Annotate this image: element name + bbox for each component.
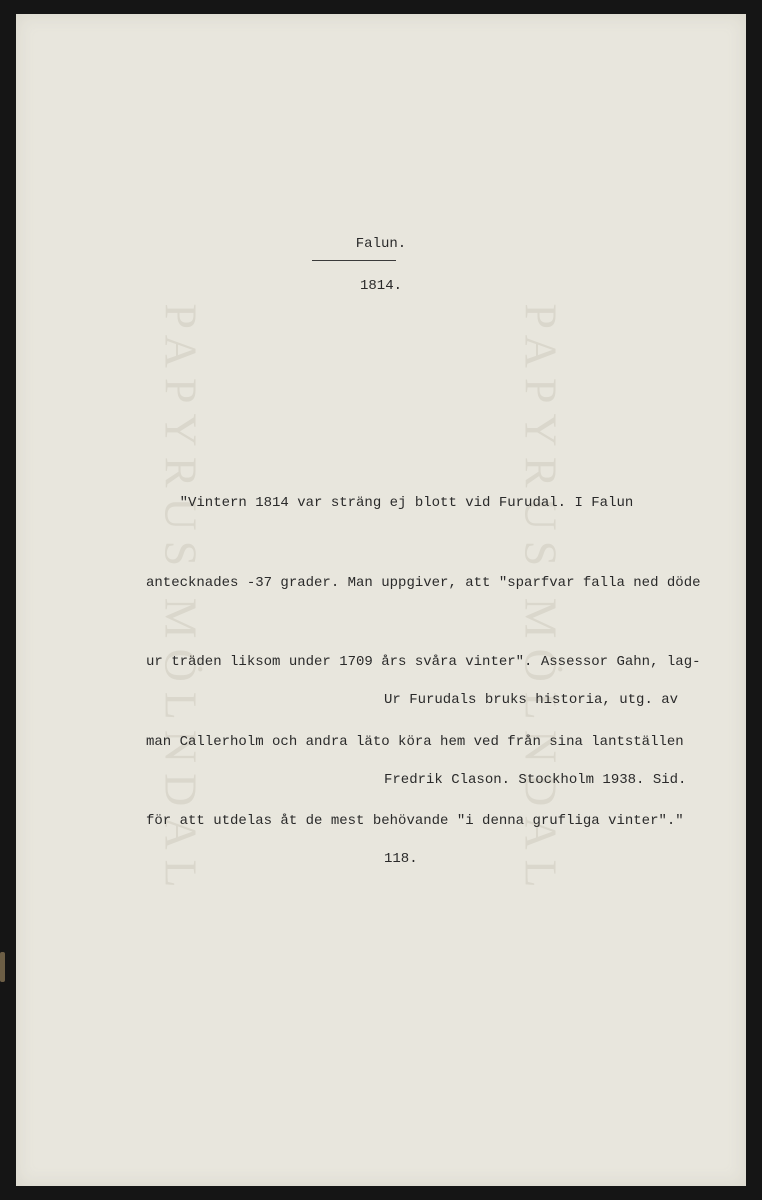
quote-line: man Callerholm och andra läto köra hem ved från sina lantställen [146,733,684,750]
quote-line: för att utdelas åt de mest behövande "i denna grufliga vinter"." [146,813,684,829]
watermark-left: PAPYRUS MÖLNDAL [155,303,207,898]
source-line: Ur Furudals bruks historia, utg. av [384,692,679,708]
quote-line: "Vintern 1814 var sträng ej blott vid Furudal. I Falun [146,495,634,511]
heading-underline [312,260,396,261]
document-page [16,14,746,1186]
source-citation [384,634,714,926]
place-heading: Falun. [355,236,407,252]
watermark-right: PAPYRUS MÖLNDAL [515,303,567,898]
source-line: Fredrik Clason. Stockholm 1938. Sid. [384,771,687,788]
quote-line: ur träden liksom under 1709 års svåra vinter". Assessor Gahn, lag- [146,654,701,670]
source-line: 118. [384,851,418,867]
year-heading: 1814. [359,278,402,294]
paper-stain [0,952,5,982]
quote-line: antecknades -37 grader. Man uppgiver, att "sparfvar falla ned döde [146,574,701,591]
